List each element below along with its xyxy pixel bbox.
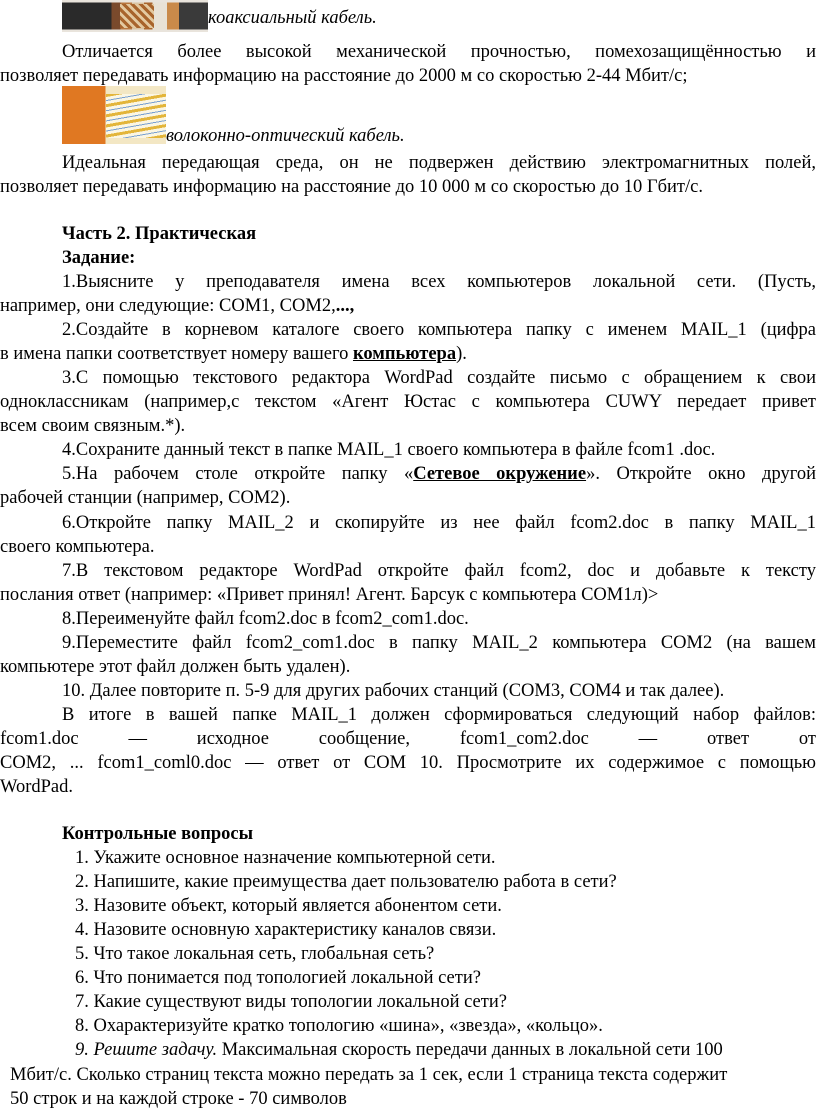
question-8: 8. Охарактеризуйте кратко топологию «шина», «звезда», «кольцо». [75, 1016, 603, 1036]
coax-paragraph-line-1: Отличается более высокой механической прочностью, помехозащищённостью и [62, 42, 816, 62]
task-label: Задание: [62, 248, 136, 268]
step-1-ellipsis: ..., [335, 296, 355, 316]
question-1: 1. Укажите основное назначение компьютерной сети. [75, 848, 496, 868]
question-5: 5. Что такое локальная сеть, глобальная сеть? [75, 944, 435, 964]
result-line-3: COM2, ... fcom1_coml0.doc — ответ от COM 10. Просмотрите их содержимое с помощью [0, 753, 816, 773]
question-9-line-2: Мбит/с. Сколько страниц текста можно передать за 1 сек, если 1 страница текста содержит [10, 1065, 728, 1085]
step-1-text: например, они следующие: COM1, COM2, [0, 296, 336, 316]
step-5-text-pre: 5.На рабочем столе откройте папку « [62, 464, 414, 484]
fiber-strands [106, 94, 166, 138]
step-9-line-2: компьютере этот файл должен быть удален). [0, 657, 351, 677]
coax-caption: коаксиальный кабель. [208, 8, 377, 28]
fiber-paragraph-line-1: Идеальная передающая среда, он не подвержен действию электромагнитных полей, [62, 153, 816, 173]
step-9-line-1: 9.Переместите файл fcom2_com1.doc в папку MAIL_2 компьютера COM2 (на вашем [62, 633, 816, 653]
step-7-line-1: 7.В текстовом редакторе WordPad откройте файл fcom2, doc и добавьте к тексту [62, 561, 816, 581]
question-2: 2. Напишите, какие преимущества дает пользователю работа в сети? [75, 872, 617, 892]
question-7: 7. Какие существуют виды топологии локальной сети? [75, 992, 507, 1012]
question-9-line-1 [75, 1038, 723, 1062]
fiber-paragraph-line-2: позволяет передавать информацию на расстояние до 10 000 м со скоростью до 10 Гбит/с. [0, 177, 703, 197]
step-2-line-1: 2.Создайте в корневом каталоге своего компьютера папку с именем MAIL_1 (цифра [62, 320, 816, 340]
coaxial-cable-image [62, 0, 208, 32]
part2-heading: Часть 2. Практическая [62, 224, 257, 244]
result-line-1: В итоге в вашей папке MAIL_1 должен сформироваться следующий набор файлов: [62, 705, 816, 725]
step-5-line-1 [62, 462, 816, 486]
step-7-line-2: послания ответ (например: «Привет принял! Агент. Барсук с компьютера СОМ1л)> [0, 585, 659, 605]
step-5-line-2: рабочей станции (например, COM2). [0, 488, 291, 508]
step-2-line-2 [0, 342, 467, 366]
step-5-text-post: ». Откройте окно другой [586, 464, 816, 484]
step-3-line-1: 3.С помощью текстового редактора WordPad создайте письмо с обращением к свои [62, 368, 816, 388]
step-2-end: ). [456, 344, 467, 364]
network-neighborhood-link[interactable]: Сетевое окружение [413, 464, 587, 484]
question-4: 4. Назовите основную характеристику каналов связи. [75, 920, 497, 940]
step-6-line-1: 6.Откройте папку MAIL_2 и скопируйте из нее файл fcom2.doc в папку MAIL_1 [62, 513, 816, 533]
step-6-line-2: своего компьютера. [0, 537, 155, 557]
step-2-text: в имена папки соответствует номеру вашего [0, 344, 349, 364]
question-9-label: 9. Решите задачу. [75, 1040, 218, 1060]
control-questions-heading: Контрольные вопросы [62, 824, 254, 844]
coax-paragraph-line-2: позволяет передавать информацию на расстояние до 2000 м со скоростью 2-44 Мбит/с; [0, 66, 688, 86]
question-3: 3. Назовите объект, который является абонентом сети. [75, 896, 502, 916]
result-line-2: fcom1.doc — исходное сообщение, fcom1_com2.doc — ответ от [0, 729, 816, 749]
step-8: 8.Переименуйте файл fcom2.doc в fcom2_com1.doc. [62, 609, 469, 629]
question-9-text: Максимальная скорость передачи данных в локальной сети 100 [221, 1040, 723, 1060]
result-line-4: WordPad. [0, 777, 74, 797]
question-6: 6. Что понимается под топологией локальной сети? [75, 968, 481, 988]
step-3-line-3: всем своим связным.*). [0, 416, 186, 436]
step-1-line-2 [0, 294, 354, 318]
step-4: 4.Сохраните данный текст в папке MAIL_1 своего компьютера в файле fcom1 .doc. [62, 440, 716, 460]
step-3-line-2: одноклассникам (например,с текстом «Агент Юстас с компьютера CUWY передает привет [0, 392, 816, 412]
step-10: 10. Далее повторите п. 5-9 для других рабочих станций (COM3, COM4 и так далее). [62, 681, 725, 701]
fiber-optic-cable-image [62, 86, 166, 144]
computer-link[interactable]: компьютера [352, 344, 457, 364]
cable-braid [120, 4, 154, 28]
question-9-line-3: 50 строк и на каждой строке - 70 символов [10, 1089, 347, 1109]
fiber-caption: волоконно-оптический кабель. [166, 126, 405, 146]
step-1-line-1: 1.Выясните у преподавателя имена всех компьютеров локальной сети. (Пусть, [62, 272, 816, 292]
